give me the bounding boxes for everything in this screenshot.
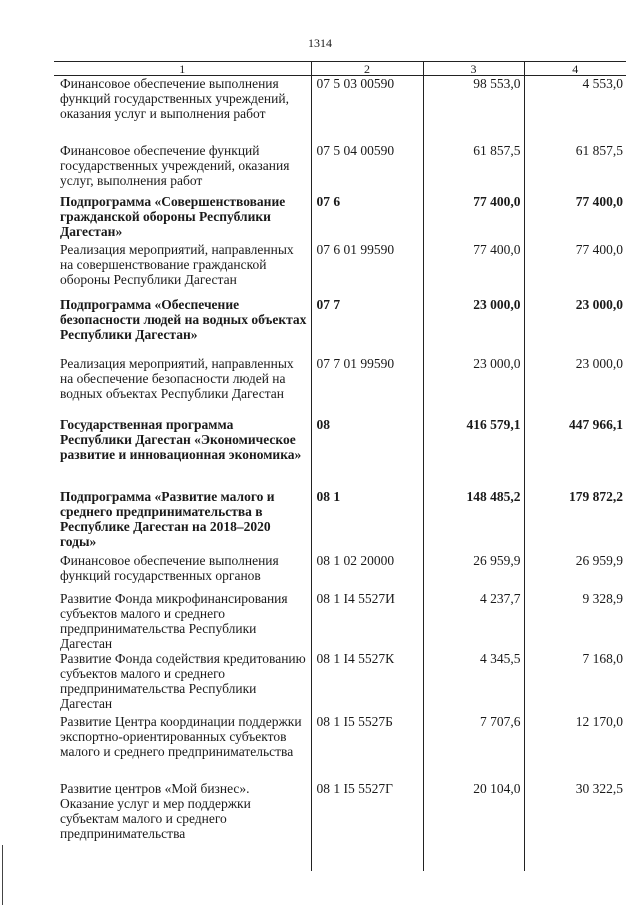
row-name: Подпрограмма «Совершенствование гражданской обороны Республики Дагестан» <box>60 194 286 239</box>
row-value-2020: 77 400,0 <box>524 242 626 297</box>
row-value-2019: 148 485,2 <box>423 489 524 553</box>
row-value-2020: 4 553,0 <box>524 76 626 144</box>
table-row <box>54 242 626 297</box>
row-name: Реализация мероприятий, направленных на совершенствование гражданской обороны Республики Дагестан <box>60 242 294 287</box>
row-value-2020: 12 170,0 <box>524 714 626 781</box>
row-value-2019: 20 104,0 <box>423 781 524 871</box>
table-row <box>54 714 626 781</box>
row-code: 07 6 01 99590 <box>311 242 423 297</box>
row-code: 08 1 I4 5527И <box>311 591 423 651</box>
row-name: Подпрограмма «Обеспечение безопасности людей на водных объектах Республики Дагестан» <box>60 297 307 342</box>
budget-table <box>54 61 626 871</box>
table-row-subprogram <box>54 194 626 242</box>
row-value-2019: 26 959,9 <box>423 553 524 591</box>
table-row <box>54 356 626 417</box>
row-value-2020: 77 400,0 <box>524 194 626 242</box>
row-value-2019: 77 400,0 <box>423 242 524 297</box>
row-code: 07 6 <box>311 194 423 242</box>
row-code: 07 7 01 99590 <box>311 356 423 417</box>
row-value-2019: 98 553,0 <box>423 76 524 144</box>
table-row <box>54 553 626 591</box>
row-name: Финансовое обеспечение выполнения функций государственных учреждений, оказания услуг и выполнения работ <box>60 76 289 121</box>
row-name: Финансовое обеспечение выполнения функций государственных органов <box>60 553 279 583</box>
row-value-2020: 30 322,5 <box>524 781 626 871</box>
row-value-2020: 23 000,0 <box>524 356 626 417</box>
row-name: Подпрограмма «Развитие малого и среднего предпринимательства в Республике Дагестан на 2018–2020 годы» <box>60 489 275 549</box>
row-name: Развитие центров «Мой бизнес». Оказание услуг и мер поддержки субъектам малого и среднего предпринимательства <box>60 781 251 841</box>
table-row <box>54 651 626 714</box>
row-name: Развитие Фонда микрофинансирования субъектов малого и среднего предпринимательства Республики Дагестан <box>60 591 288 651</box>
row-name: Государственная программа Республики Дагестан «Экономическое развитие и инновационная экономика» <box>60 417 302 462</box>
row-value-2020: 61 857,5 <box>524 143 626 194</box>
table-row-subprogram <box>54 489 626 553</box>
row-code: 08 1 I5 5527Г <box>311 781 423 871</box>
header-row <box>54 62 626 76</box>
row-value-2019: 23 000,0 <box>423 297 524 356</box>
row-value-2019: 4 237,7 <box>423 591 524 651</box>
table-row <box>54 76 626 144</box>
row-code: 08 1 I4 5527К <box>311 651 423 714</box>
row-value-2020: 23 000,0 <box>524 297 626 356</box>
row-value-2020: 9 328,9 <box>524 591 626 651</box>
header-col-1: 1 <box>54 62 311 76</box>
row-value-2019: 61 857,5 <box>423 143 524 194</box>
row-value-2019: 23 000,0 <box>423 356 524 417</box>
row-code: 07 5 04 00590 <box>311 143 423 194</box>
table-row <box>54 591 626 651</box>
table-row <box>54 781 626 871</box>
row-name: Развитие Фонда содействия кредитованию субъектов малого и среднего предпринимательства Республики Дагестан <box>60 651 306 711</box>
row-value-2019: 7 707,6 <box>423 714 524 781</box>
table-row-program <box>54 417 626 489</box>
row-code: 08 1 02 20000 <box>311 553 423 591</box>
table-row-subprogram <box>54 297 626 356</box>
row-code: 08 <box>311 417 423 489</box>
row-value-2019: 416 579,1 <box>423 417 524 489</box>
page-number: 1314 <box>308 36 332 50</box>
header-col-4: 4 <box>524 62 626 76</box>
header-col-3: 3 <box>423 62 524 76</box>
row-code: 07 5 03 00590 <box>311 76 423 144</box>
header-col-2: 2 <box>311 62 423 76</box>
scan-edge-line <box>2 845 3 905</box>
row-value-2020: 179 872,2 <box>524 489 626 553</box>
row-code: 07 7 <box>311 297 423 356</box>
row-value-2020: 447 966,1 <box>524 417 626 489</box>
table-row <box>54 143 626 194</box>
row-name: Развитие Центра координации поддержки экспортно-ориентированных субъектов малого и среднего предпринимательства <box>60 714 302 759</box>
row-name: Реализация мероприятий, направленных на обеспечение безопасности людей на водных объектах Республики Дагестан <box>60 356 294 401</box>
row-code: 08 1 <box>311 489 423 553</box>
row-code: 08 1 I5 5527Б <box>311 714 423 781</box>
row-value-2020: 7 168,0 <box>524 651 626 714</box>
row-value-2019: 77 400,0 <box>423 194 524 242</box>
row-value-2019: 4 345,5 <box>423 651 524 714</box>
row-name: Финансовое обеспечение функций государственных учреждений, оказания услуг, выполнения работ <box>60 143 290 188</box>
row-value-2020: 26 959,9 <box>524 553 626 591</box>
